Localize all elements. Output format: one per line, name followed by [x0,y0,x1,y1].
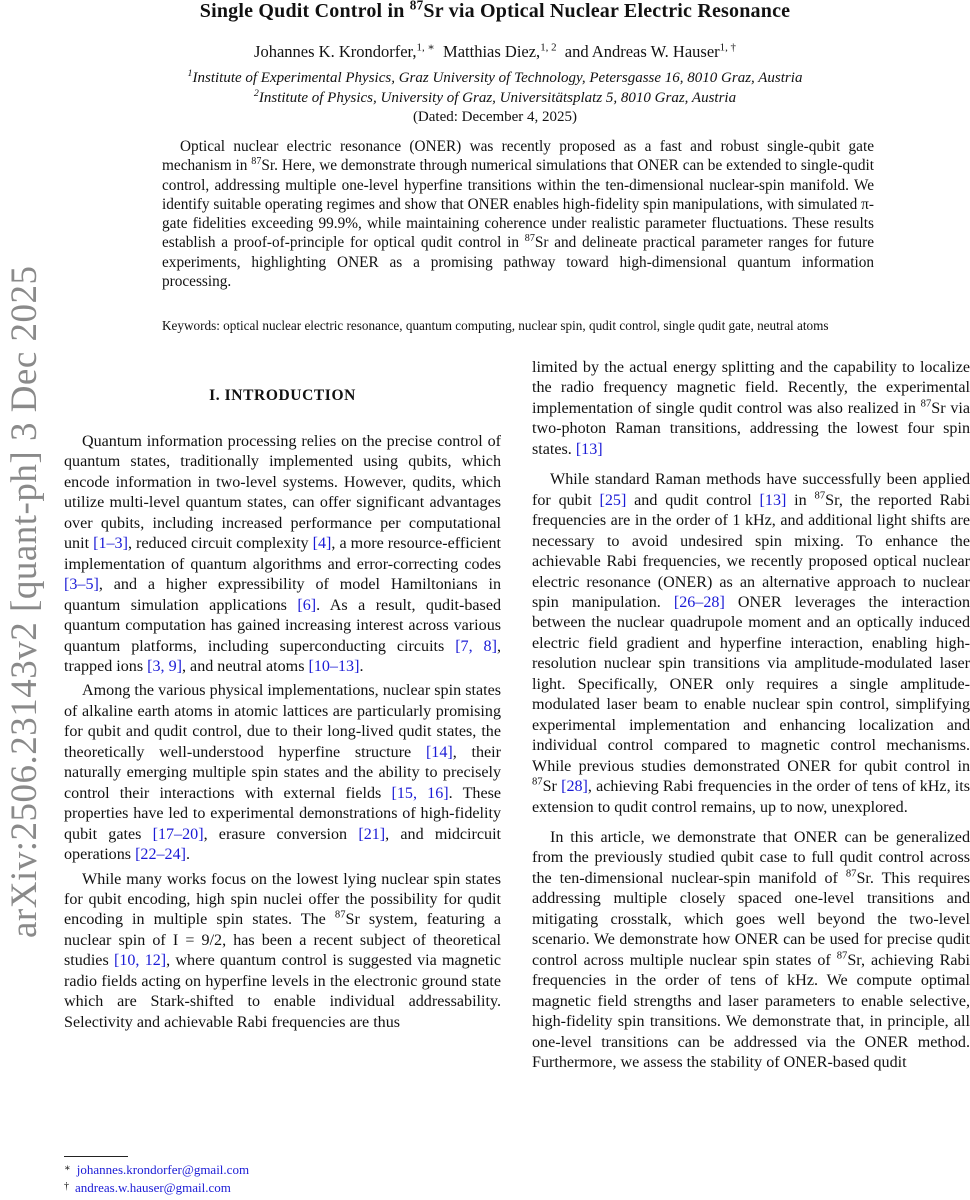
email-link[interactable]: johannes.krondorfer@gmail.com [76,1162,250,1177]
citation-link[interactable]: [17–20] [152,825,204,843]
citation-link[interactable]: [14] [425,743,453,761]
keywords: Keywords: optical nuclear electric resonance, quantum computing, nuclear spin, qudit control, single qudit gate, neutral atoms [162,318,829,333]
paragraph: While standard Raman methods have successfully been applied for qubit [25] and qudit control [13] in $^{87}$Sr, the reported Rabi frequencies are in the order of 1 kHz, and additional light shifts are necessary to avoid undesired spin mixing. To enhance the achievable Rabi frequencies, we recently proposed optical nuclear electric resonance (ONER) as an alternative approach to nuclear spin manipulation. [26–28] ONER leverages the interaction between the nuclear quadrupole moment and an optically induced electric field gradient and hyperfine interaction, enabling high-resolution nuclear spin transitions via amplitude-modulated laser light. Specifically, ONER only requires a single amplitude-modulated laser beam to enable nuclear spin control, simplifying experimental implementation and enhancing localization and individual control compared to magnetic control mechanisms. While previous studies demonstrated ONER for qubit control in $^{87}$Sr [28], achieving Rabi frequencies in the order of tens of kHz, its extension to qudit control remains, up to now, unexplored. [532,471,970,816]
affiliation-1: $^1$Institute of Experimental Physics, Graz University of Technology, Petersgasse 16, 8010 Graz, Austria [187,68,803,86]
paragraph: In this article, we demonstrate that ONER can be generalized from the previously studied qubit case to full qudit control across the ten-dimensional nuclear-spin manifold of $^{87}$Sr. This requires addressing multiple closely spaced one-level transitions and mitigating crosstalk, which goes well beyond the two-level scenario. We demonstrate how ONER can be used for precise qudit control across multiple nuclear spin states of $^{87}$Sr, achieving Rabi frequencies in the order of tens of kHz. We compute optimal magnetic field strengths and laser parameters to enable selective, high-fidelity spin transitions. We demonstrate that, in principle, all one-level transitions can be addressed via the ONER method. Furthermore, we assess the stability of ONER-based qudit [532,828,970,1071]
citation-link[interactable]: [7, 8] [455,637,497,655]
section-heading: I. INTRODUCTION [209,387,356,404]
citation-link[interactable]: [13] [575,440,603,458]
right-column [532,358,970,1073]
paper-title: Single Qudit Control in $^{87}$Sr via Optical Nuclear Electric Resonance [199,0,791,22]
citation-link[interactable]: [3–5] [64,576,99,594]
footnotes [64,1160,501,1196]
abstract: Optical nuclear electric resonance (ONER) was recently proposed as a fast and robust single-qubit gate mechanism in $^{87}$Sr. Here, we demonstrate through numerical simulations that ONER can be extended to single-qudit control, addressing multiple one-level hyperfine transitions within the ten-dimensional nuclear-spin manifold. We identify suitable operating regimes and show that ONER enables high-fidelity spin manipulations, with simulated π-gate fidelities exceeding 99.9%, while maintaining coherence under realistic parameter fluctuations. These results establish a proof-of-principle for optical qudit control in $^{87}$Sr and delineate practical parameter ranges for future experiments, highlighting ONER as a promising pathway toward high-dimensional quantum information processing. [162,138,875,291]
footnote-rule [64,1156,128,1157]
author-name: Johannes K. Krondorfer, [254,42,417,61]
arxiv-side-stamp: arXiv:2506.23143v2 [quant-ph] 3 Dec 2025 [4,265,45,938]
author-name: Matthias Diez, [443,42,541,61]
author-list: Johannes K. Krondorfer,$^{1, ∗}$ Matthias Diez,$^{1, 2}$ and Andreas W. Hauser$^{1, \dagger}$ [254,41,736,61]
paragraph: Among the various physical implementations, nuclear spin states of alkaline earth atoms in atomic lattices are particularly promising for qubit and qudit control, due to their long-lived qudit states, the theoretically well-understood hyperfine structure [14], their naturally emerging multiple spin states and the ability to precisely control their interactions with external fields [15, 16]. These properties have led to experimental demonstrations of high-fidelity qubit gates [17–20], erasure conversion [21], and midcircuit operations [22–24]. [64,682,502,864]
paragraph: While many works focus on the lowest lying nuclear spin states for qubit encoding, high spin nuclei offer the possibility for qudit encoding in multiple spin states. The $^{87}$Sr system, featuring a nuclear spin of I = 9/2, has been a recent subject of theoretical studies [10, 12], where quantum control is suggested via magnetic radio fields acting on hyperfine levels in the electronic ground state which are Stark-shifted to enable individual addressability. Selectivity and achievable Rabi frequencies are thus [64,870,502,1031]
citation-link[interactable]: [10–13] [308,657,360,675]
author-name: and Andreas W. Hauser [564,42,720,61]
citation-link[interactable]: [22–24] [135,846,187,864]
citation-link[interactable]: [28] [561,778,588,796]
citation-link[interactable]: [15, 16] [391,784,449,802]
paragraph: Quantum information processing relies on the precise control of quantum states, traditionally implemented using qubits, which encode information in two-level systems. However, qudits, which utilize multi-level quantum states, can offer significant advantages over qubits, including increased performance per computational unit [1–3], reduced circuit complexity [4], a more resource-efficient implementation of quantum algorithms and error-correcting codes [3–5], and a higher expressibility of model Hamiltonians in quantum simulation applications [6]. As a result, qudit-based quantum computation has gained increasing interest across various quantum platforms, including superconducting circuits [7, 8], trapped ions [3, 9], and neutral atoms [10–13]. [64,433,502,675]
citation-link[interactable]: [6] [297,596,317,614]
citation-link[interactable]: [3, 9] [147,657,182,675]
citation-link[interactable]: [21] [358,825,386,843]
citation-link[interactable]: [13] [759,491,787,509]
citation-link[interactable]: [1–3] [93,535,128,553]
citation-link[interactable]: [25] [599,491,627,509]
citation-link[interactable]: [4] [312,535,332,553]
affiliation-2: $^2$Institute of Physics, University of Graz, Universitätsplatz 5, 8010 Graz, Austria [253,88,737,106]
citation-link[interactable]: [10, 12] [113,952,167,970]
citation-link[interactable]: [26–28] [673,593,725,611]
footnote: † andreas.w.hauser@gmail.com [64,1180,231,1195]
left-column [64,432,501,1033]
paragraph: limited by the actual energy splitting and the capability to localize the radio frequency magnetic field. Recently, the experimental implementation of single qudit control was also realized in $^{87}$Sr via two-photon Raman transitions, addressing the lowest four spin states. [13] [532,359,970,458]
email-link[interactable]: andreas.w.hauser@gmail.com [75,1180,231,1195]
date-line: (Dated: December 4, 2025) [412,109,578,125]
footnote: ∗ johannes.krondorfer@gmail.com [64,1162,250,1177]
